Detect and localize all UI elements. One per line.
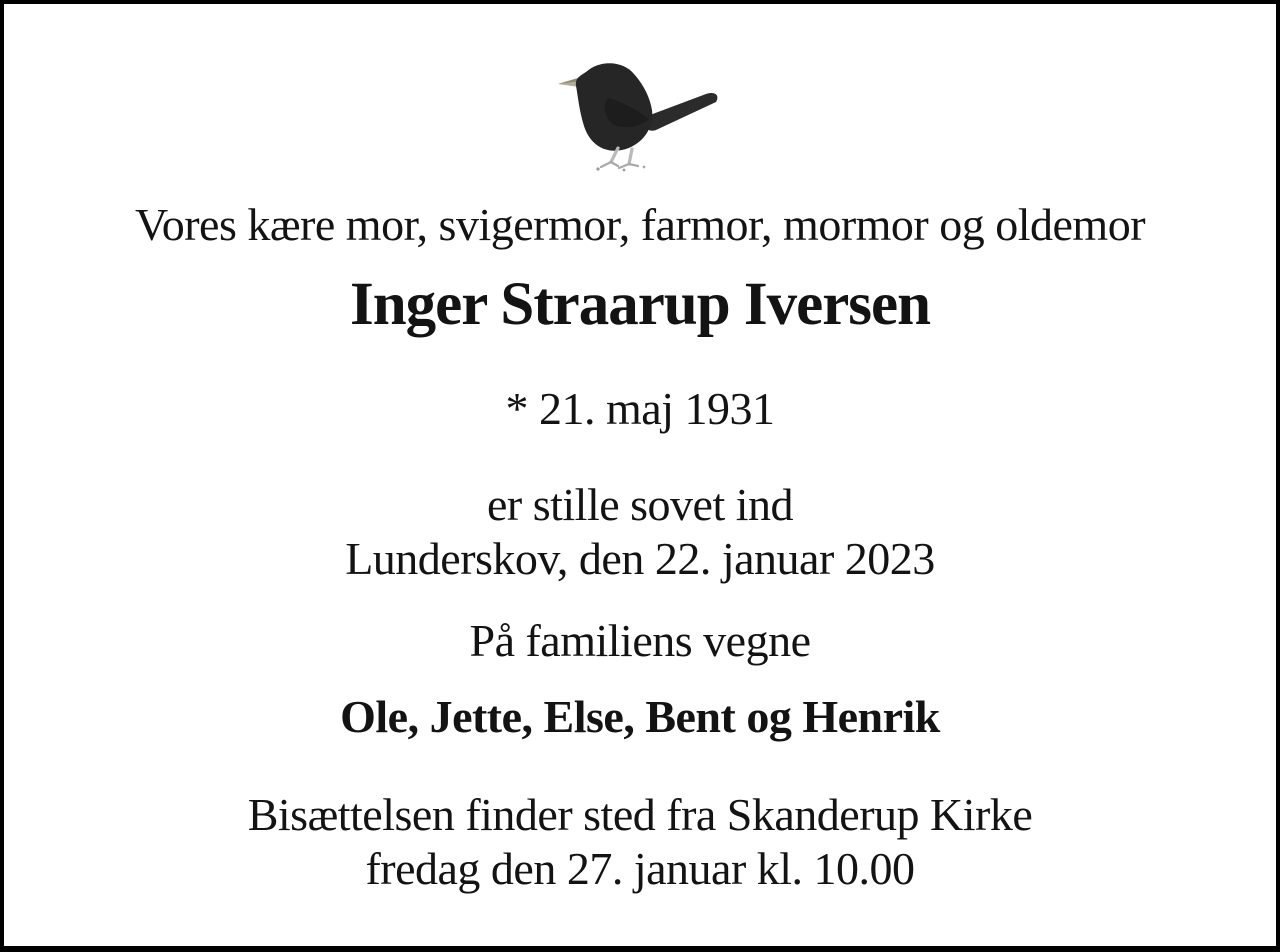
intro-line: Vores kære mor, svigermor, farmor, mormor og oldemor xyxy=(134,199,1146,250)
birth-date-line: * 21. maj 1931 xyxy=(505,383,775,434)
death-place-date-line: Lunderskov, den 22. januar 2023 xyxy=(345,533,935,584)
family-names-line: Ole, Jette, Else, Bent og Henrik xyxy=(340,691,940,742)
death-line: er stille sovet ind xyxy=(486,479,794,530)
blackbird-icon xyxy=(556,54,724,172)
ceremony-place-line: Bisættelsen finder sted fra Skanderup Kirke xyxy=(247,789,1033,840)
death-block xyxy=(4,478,1276,586)
deceased-name: Inger Straarup Iversen xyxy=(349,271,931,338)
on-behalf-line: På familiens vegne xyxy=(469,615,811,666)
ceremony-time-line: fredag den 27. januar kl. 10.00 xyxy=(365,843,915,894)
ceremony-block xyxy=(4,788,1276,896)
blackbird-illustration-svg xyxy=(556,54,724,172)
